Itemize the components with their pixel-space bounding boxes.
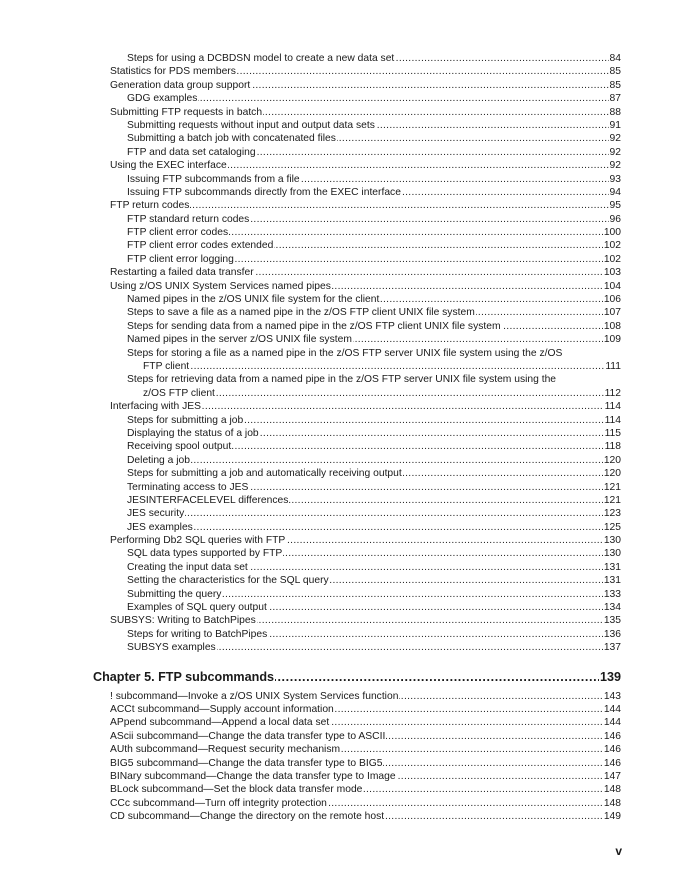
toc-entry-title: BINary subcommand—Change the data transfer type to Image [110, 770, 396, 782]
toc-entry-page: 100 [603, 227, 621, 239]
toc-entry[interactable] [127, 561, 621, 574]
toc-entry[interactable] [127, 226, 621, 239]
toc-entry-page: 104 [603, 280, 621, 292]
toc-entry[interactable] [127, 481, 621, 494]
toc-entry-title: Named pipes in the z/OS UNIX file system for the client [127, 294, 380, 306]
toc-entry-title: Named pipes in the server z/OS UNIX file system [127, 334, 352, 346]
toc-entry-page: 85 [609, 66, 621, 78]
toc-entry-title: JES examples [127, 521, 193, 533]
toc-entry-page: 111 [605, 360, 621, 372]
toc-entry[interactable] [127, 414, 621, 427]
toc-entry[interactable] [127, 440, 621, 453]
toc-entry-title: BIG5 subcommand—Change the data transfer type to BIG5 [110, 757, 383, 769]
toc-entry[interactable] [110, 106, 621, 119]
toc-entry[interactable] [110, 266, 621, 279]
toc-entry-page: 146 [603, 730, 621, 742]
toc-entry-page: 121 [603, 494, 621, 506]
toc-entry-page: 85 [609, 79, 621, 91]
toc-entry[interactable] [127, 293, 621, 306]
toc-entry-page: 120 [603, 468, 621, 480]
toc-entry[interactable] [127, 588, 621, 601]
toc-entry-title: SUBSYS examples [127, 642, 216, 654]
toc-entry-title: FTP client error codes [127, 227, 229, 239]
toc-entry-page: 133 [603, 588, 621, 600]
toc-entry-title: Interfacing with JES [110, 401, 201, 413]
toc-entry-title: FTP standard return codes [127, 213, 250, 225]
toc-entry-page: 118 [604, 441, 621, 453]
toc-entry[interactable] [110, 703, 621, 716]
toc-entry-title: CD subcommand—Change the directory on the remote host [110, 811, 385, 823]
toc-entry-title: GDG examples [127, 93, 198, 105]
toc-entry[interactable] [110, 65, 621, 78]
toc-entry-page: 106 [603, 294, 621, 306]
toc-entry-page: 123 [603, 508, 621, 520]
toc-entry[interactable] [127, 320, 621, 333]
toc-entry[interactable] [110, 730, 621, 743]
toc-entry[interactable] [127, 494, 621, 507]
toc-entry[interactable] [110, 797, 621, 810]
toc-entry-title: Statistics for PDS members [110, 66, 236, 78]
toc-entry[interactable] [127, 454, 621, 467]
toc-entry-title: Submitting a batch job with concatenated files [127, 133, 336, 145]
toc-entry-title: ! subcommand—Invoke a z/OS UNIX System Services function [110, 690, 399, 702]
toc-entry-page: 92 [609, 146, 621, 158]
toc-entry[interactable] [127, 186, 621, 199]
toc-entry-title: Steps to save a file as a named pipe in the z/OS FTP client UNIX file system [127, 307, 475, 319]
toc-entry-page: 121 [603, 481, 621, 493]
toc-entry-page: 148 [603, 797, 621, 809]
toc-entry-title: Issuing FTP subcommands directly from the EXEC interface [127, 186, 401, 198]
toc-entry-title: SUBSYS: Writing to BatchPipes [110, 615, 256, 627]
toc-entry[interactable] [110, 783, 621, 796]
toc-entry-title: Restarting a failed data transfer [110, 267, 254, 279]
toc-entry-title: Submitting requests without input and output data sets [127, 119, 375, 131]
toc-entry[interactable] [127, 306, 621, 319]
toc-entry-line2[interactable] [143, 387, 621, 400]
toc-entry-page: 147 [603, 770, 621, 782]
toc-entry-title: Receiving spool output [127, 441, 232, 453]
toc-entry[interactable] [110, 534, 621, 547]
toc-entry-page: 103 [603, 267, 621, 279]
toc-entry[interactable] [110, 280, 621, 293]
toc-entry-title: Chapter 5. FTP subcommands [93, 669, 275, 684]
toc-entry-title: ACCt subcommand—Supply account information [110, 703, 334, 715]
toc-entry-title: Submitting FTP requests in batch [110, 106, 263, 118]
toc-entry[interactable] [110, 770, 621, 783]
toc-entry-title: Submitting the query [127, 588, 222, 600]
toc-entry-title: Steps for using a DCBDSN model to create a new data set [127, 53, 395, 64]
toc-entry[interactable] [110, 400, 621, 413]
table-of-contents [0, 52, 680, 823]
toc-entry-page: 144 [603, 703, 621, 715]
toc-entry-page: 146 [603, 744, 621, 756]
toc-entry[interactable] [127, 427, 621, 440]
toc-entry-title: Terminating access to JES [127, 481, 249, 493]
toc-entry[interactable] [127, 601, 621, 614]
toc-entry-page: 102 [603, 240, 621, 252]
toc-entry[interactable] [127, 132, 621, 145]
toc-entry-page: 130 [603, 548, 621, 560]
toc-entry-title: FTP client error logging [127, 253, 234, 265]
toc-entry-page: 148 [603, 784, 621, 796]
toc-entry-title: Examples of SQL query output [127, 602, 267, 614]
toc-entry-page: 137 [603, 642, 621, 654]
toc-entry-title: Creating the input data set [127, 561, 248, 573]
toc-entry-title: Using z/OS UNIX System Services named pipes [110, 280, 331, 292]
toc-entry-page: 146 [603, 757, 621, 769]
toc-entry-page: 91 [609, 119, 621, 131]
toc-entry[interactable] [110, 757, 621, 770]
toc-entry-page: 95 [609, 200, 621, 212]
toc-entry[interactable] [127, 239, 621, 252]
toc-entry[interactable] [127, 641, 621, 654]
toc-entry[interactable] [127, 92, 621, 105]
toc-entry-page: 120 [603, 454, 621, 466]
toc-entry-page: 144 [603, 717, 621, 729]
toc-entry[interactable] [127, 253, 621, 266]
toc-entry-page: 134 [603, 602, 621, 614]
toc-entry-page: 108 [603, 320, 621, 332]
toc-entry[interactable] [127, 521, 621, 534]
toc-entry-page: 114 [604, 401, 621, 413]
toc-entry-title: Steps for submitting a job [127, 414, 244, 426]
toc-entry-line2[interactable] [143, 360, 621, 373]
toc-entry[interactable] [110, 743, 621, 756]
toc-entry-page: 125 [603, 521, 621, 533]
toc-entry[interactable] [110, 199, 621, 212]
toc-chapter-entry[interactable] [93, 668, 621, 686]
toc-entry[interactable] [127, 119, 621, 132]
toc-entry-title: CCc subcommand—Turn off integrity protection [110, 797, 327, 809]
toc-entry-title-line2: z/OS FTP client [143, 387, 215, 399]
toc-entry-page: 87 [609, 93, 621, 105]
toc-entry-page: 131 [603, 561, 621, 573]
toc-entry[interactable] [127, 507, 621, 520]
toc-entry[interactable] [127, 373, 680, 400]
toc-entry-title: FTP return codes [110, 200, 190, 212]
toc-entry-title: AUth subcommand—Request security mechanism [110, 744, 341, 756]
toc-entry[interactable] [110, 159, 621, 172]
toc-entry-title: Using the EXEC interface [110, 160, 227, 172]
toc-entry[interactable] [110, 79, 621, 92]
toc-entry-page: 112 [604, 387, 621, 399]
toc-entry-page: 115 [604, 427, 621, 439]
toc-entry[interactable] [110, 716, 621, 729]
page-number: v [615, 844, 622, 858]
toc-entry[interactable] [127, 146, 621, 159]
toc-entry[interactable] [127, 467, 621, 480]
toc-entry[interactable] [127, 173, 621, 186]
toc-entry-title: AScii subcommand—Change the data transfer type to ASCII [110, 730, 386, 742]
toc-entry-page: 102 [603, 253, 621, 265]
toc-entry[interactable] [127, 547, 621, 560]
toc-entry-page: 84 [609, 53, 621, 64]
toc-entry[interactable] [110, 810, 621, 823]
toc-entry-page: 93 [609, 173, 621, 185]
toc-entry-title: Displaying the status of a job [127, 427, 259, 439]
toc-entry[interactable] [127, 213, 621, 226]
toc-entry-page: 135 [603, 615, 621, 627]
toc-entry-title: JES security [127, 508, 185, 520]
toc-entry-page: 139 [599, 669, 621, 684]
toc-entry-title: Issuing FTP subcommands from a file [127, 173, 300, 185]
toc-entry[interactable] [127, 333, 621, 346]
toc-entry-title: APpend subcommand—Append a local data set [110, 717, 330, 729]
toc-entry-title: BLock subcommand—Set the block data transfer mode [110, 784, 363, 796]
toc-entry-title: SQL data types supported by FTP [127, 548, 283, 560]
toc-entry-title-line2: FTP client [143, 360, 190, 372]
toc-entry-title: Setting the characteristics for the SQL query [127, 575, 329, 587]
toc-entry[interactable] [127, 52, 621, 65]
toc-entry[interactable] [110, 614, 621, 627]
toc-entry-page: 131 [603, 575, 621, 587]
toc-entry-page: 96 [609, 213, 621, 225]
toc-entry-title: Generation data group support [110, 79, 251, 91]
toc-entry-title: FTP and data set cataloging [127, 146, 256, 158]
toc-entry[interactable] [127, 574, 621, 587]
toc-entry-page: 92 [609, 133, 621, 145]
toc-entry-title: FTP client error codes extended [127, 240, 274, 252]
toc-entry-title-line1: Steps for storing a file as a named pipe in the z/OS FTP server UNIX file system using the z/OS [127, 347, 563, 359]
toc-entry-page: 149 [603, 811, 621, 823]
toc-entry-page: 114 [604, 414, 621, 426]
toc-entry[interactable] [127, 347, 680, 374]
toc-entry-title: Deleting a job [127, 454, 190, 466]
toc-entry-page: 136 [603, 628, 621, 640]
toc-entry-title: Steps for sending data from a named pipe in the z/OS FTP client UNIX file system [127, 320, 501, 332]
toc-entry-page: 143 [603, 690, 621, 702]
toc-entry-title: Steps for submitting a job and automatically receiving output [127, 468, 402, 480]
toc-entry-title: JESINTERFACELEVEL differences [127, 494, 289, 506]
toc-entry-page: 92 [609, 160, 621, 172]
toc-entry[interactable] [127, 628, 621, 641]
toc-entry-title: Performing Db2 SQL queries with FTP [110, 535, 286, 547]
toc-entry-page: 130 [603, 535, 621, 547]
toc-entry-title: Steps for writing to BatchPipes [127, 628, 268, 640]
toc-entry-page: 88 [609, 106, 621, 118]
toc-entry[interactable] [110, 690, 621, 703]
toc-entry-page: 107 [603, 307, 621, 319]
toc-entry-page: 109 [603, 334, 621, 346]
toc-entry-title-line1: Steps for retrieving data from a named pipe in the z/OS FTP server UNIX file system using the [127, 374, 557, 386]
toc-entry-page: 94 [609, 186, 621, 198]
